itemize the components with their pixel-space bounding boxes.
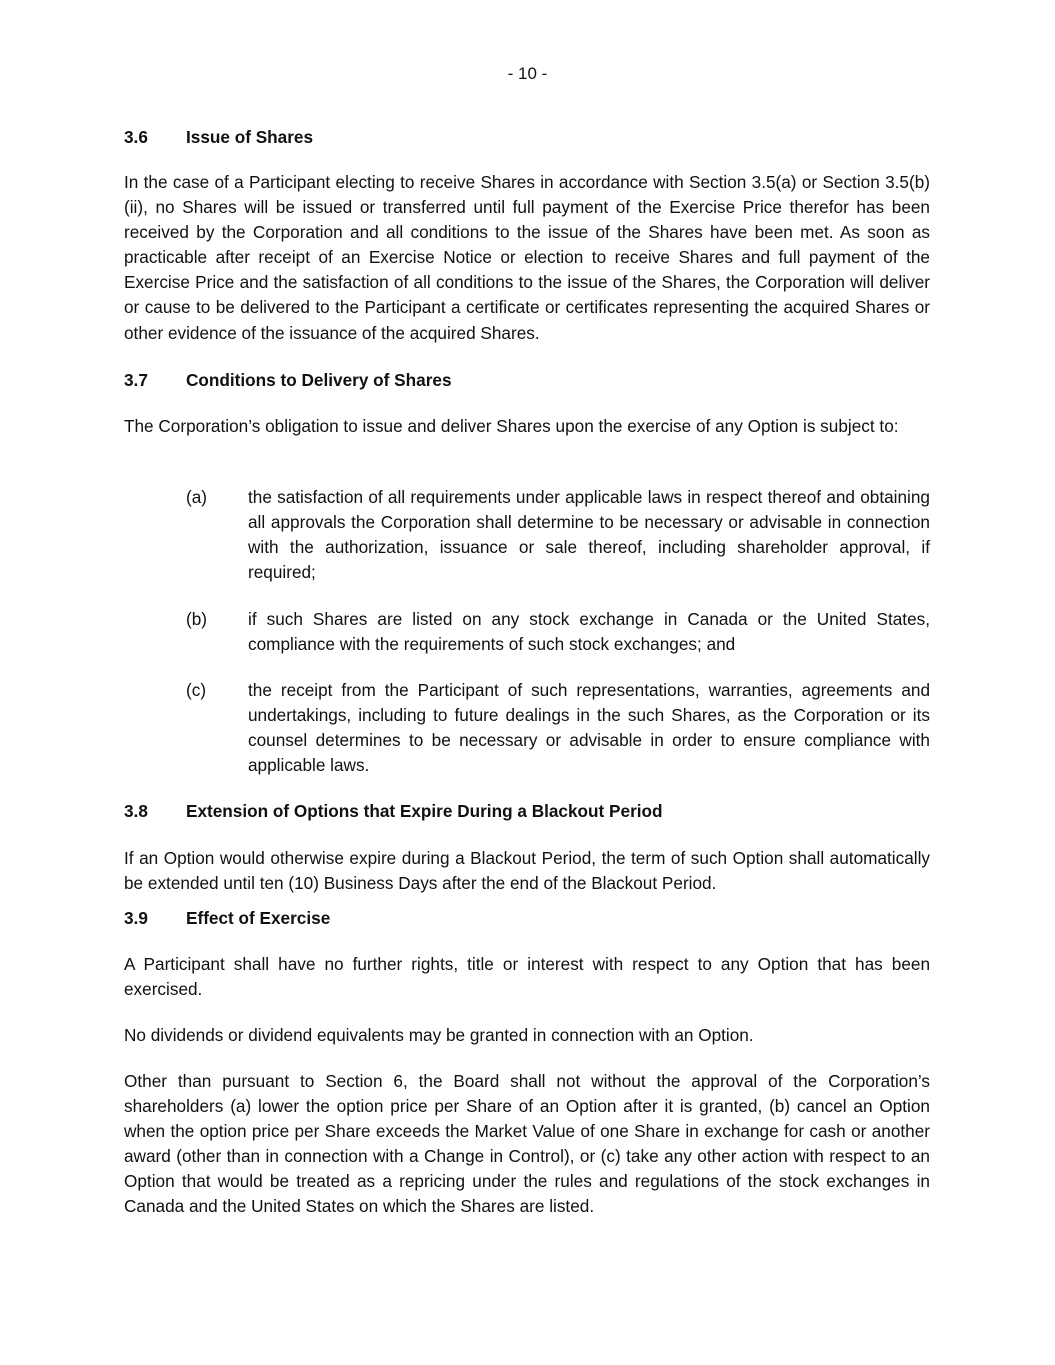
section-heading-3-9 <box>124 906 930 931</box>
section-number: 3.7 <box>124 370 148 390</box>
paragraph: Other than pursuant to Section 6, the Board shall not without the approval of the Corporation’s shareholders (a) lower the option price per Share of an Option after it is granted, (b) cancel an Option when the option price per Share exceeds the Market Value of one Share in exchange for cash or another award (other than in connection with a Change in Control), or (c) take any other action with respect to an Option that would be treated as a repricing under the rules and regulations of the stock exchanges in Canada and the United States on which the Shares are listed. <box>124 1071 930 1217</box>
page-number: - 10 - <box>507 64 548 83</box>
section-heading-3-6 <box>124 125 930 150</box>
paragraph: No dividends or dividend equivalents may be granted in connection with an Option. <box>124 1025 754 1045</box>
paragraph: A Participant shall have no further rights, title or interest with respect to any Option that has been exercised. <box>124 954 930 1000</box>
section-number: 3.8 <box>124 801 148 821</box>
section-number: 3.9 <box>124 908 148 928</box>
section-heading-3-7 <box>124 368 930 393</box>
paragraph: The Corporation’s obligation to issue and deliver Shares upon the exercise of any Option is subject to: <box>124 416 899 436</box>
section-title: Issue of Shares <box>186 127 314 147</box>
section-title: Extension of Options that Expire During a Blackout Period <box>186 801 663 821</box>
section-title: Effect of Exercise <box>186 908 331 928</box>
list-item-text: the receipt from the Participant of such representations, warranties, agreements and undertakings, including to future dealings in the such Shares, as the Corporation or its counsel determines to be necessary or advisable in order to ensure compliance with applicable laws. <box>248 680 930 776</box>
list-item-label: (b) <box>186 609 208 629</box>
list-item-text: the satisfaction of all requirements under applicable laws in respect thereof and obtaining all approvals the Corporation shall determine to be necessary or advisable in connection with the authorization, issuance or sale thereof, including shareholder approval, if required; <box>248 487 930 583</box>
paragraph: In the case of a Participant electing to receive Shares in accordance with Section 3.5(a) or Section 3.5(b)(ii), no Shares will be issued or transferred until full payment of the Exercise Price therefor has been received by the Corporation and all conditions to the issue of the Shares have been met. As soon as practicable after receipt of an Exercise Notice or election to receive Shares and full payment of the Exercise Price and the satisfaction of all conditions to the issue of the Shares, the Corporation will deliver or cause to be delivered to the Participant a certificate or certificates representing the acquired Shares or other evidence of the issuance of the acquired Shares. <box>124 172 930 343</box>
paragraph: If an Option would otherwise expire during a Blackout Period, the term of such Option shall automatically be extended until ten (10) Business Days after the end of the Blackout Period. <box>124 848 930 894</box>
list-item-label: (c) <box>186 680 207 700</box>
list-item-text: if such Shares are listed on any stock exchange in Canada or the United States, compliance with the requirements of such stock exchanges; and <box>248 609 930 655</box>
list-item-label: (a) <box>186 487 208 507</box>
section-heading-3-8 <box>124 799 930 824</box>
section-title: Conditions to Delivery of Shares <box>186 370 452 390</box>
section-number: 3.6 <box>124 127 148 147</box>
